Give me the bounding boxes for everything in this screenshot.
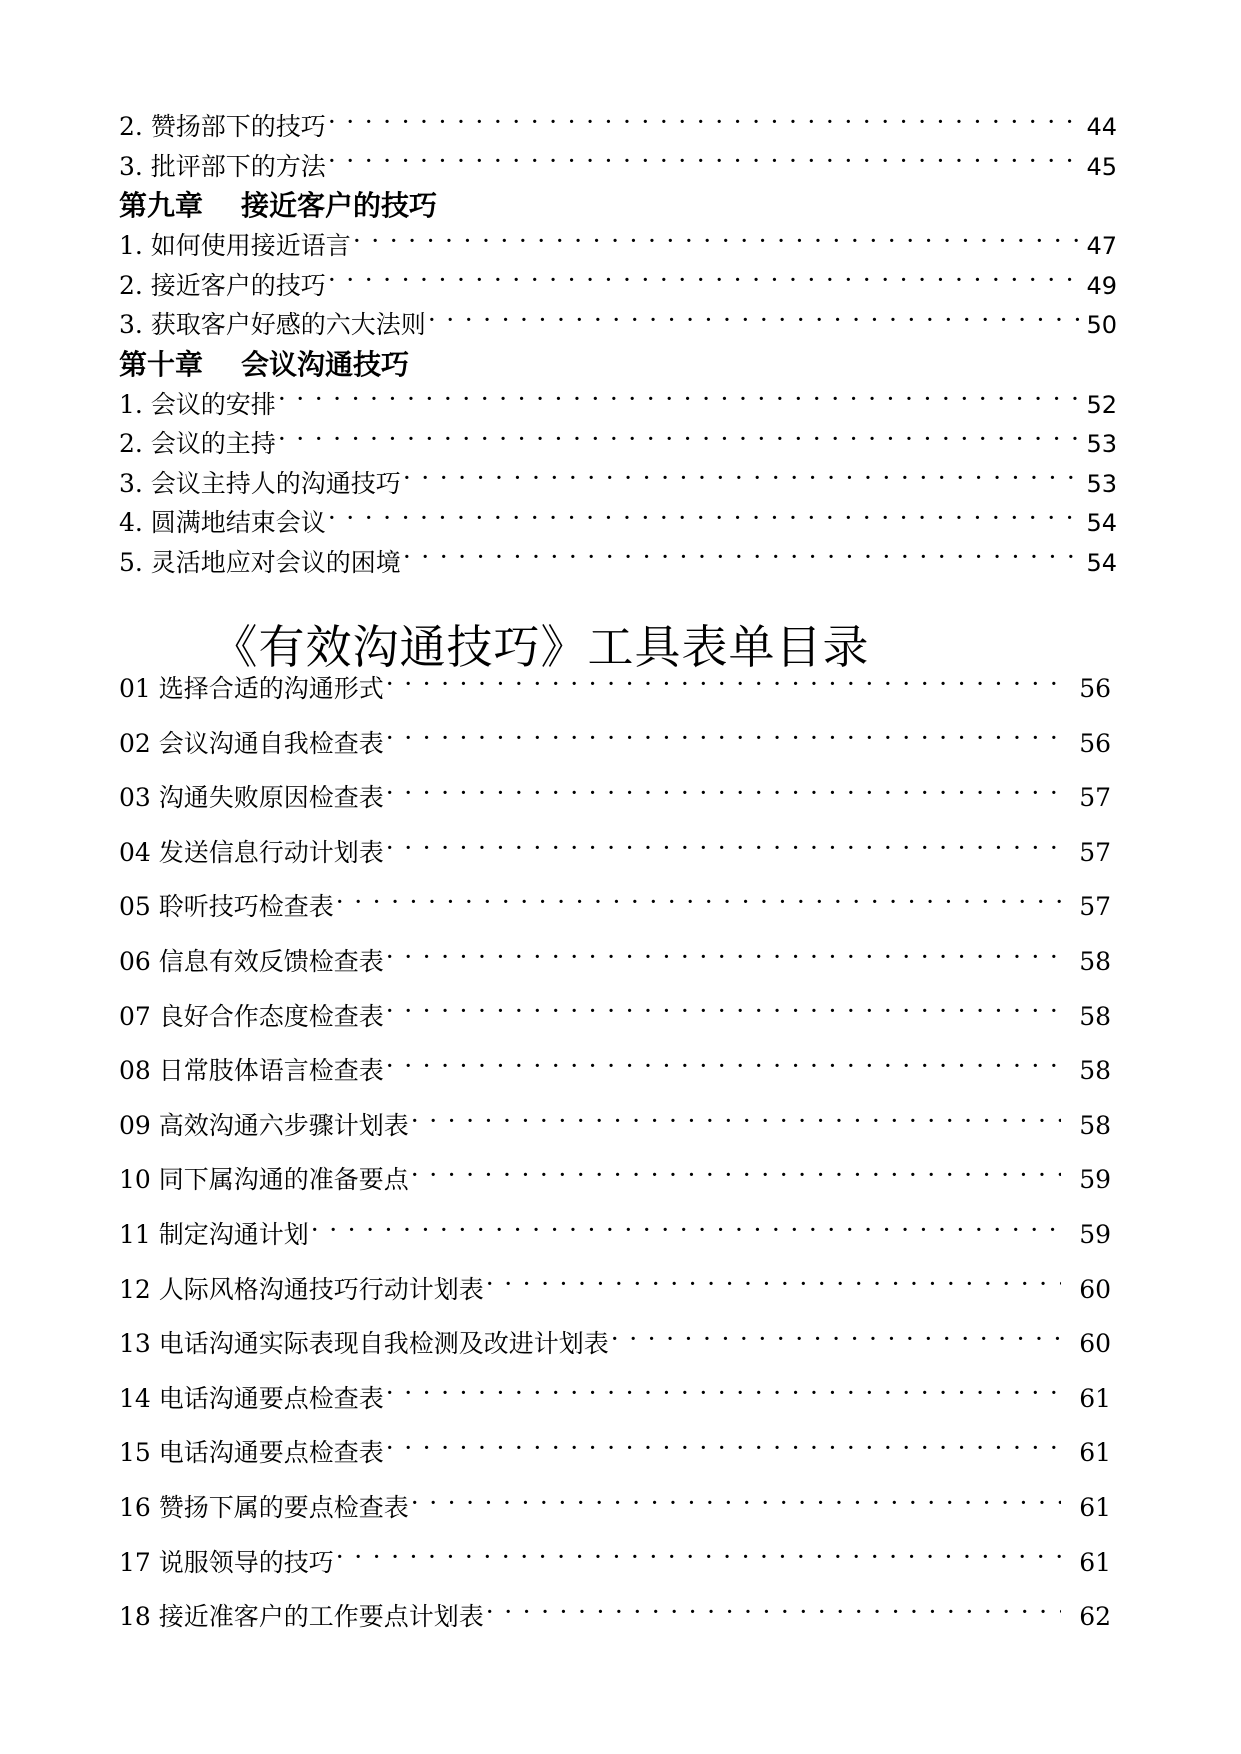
- tool-entry-page: 59: [1079, 1165, 1111, 1195]
- tool-entry[interactable]: [119, 717, 1111, 772]
- toc-entry-title: 1. 如何使用接近语言: [119, 231, 351, 260]
- toc-entry[interactable]: [119, 305, 1117, 345]
- toc-entry-page: 54: [1086, 509, 1117, 537]
- tool-entry-page: 58: [1079, 1001, 1111, 1031]
- tool-entry[interactable]: [119, 990, 1111, 1045]
- tool-entry-page: 61: [1079, 1492, 1111, 1522]
- toc-entry-title: 2. 接近客户的技巧: [119, 270, 326, 300]
- tool-entry-page: 59: [1079, 1219, 1111, 1249]
- tool-entry[interactable]: [119, 1481, 1111, 1536]
- dot-leader: [428, 308, 1085, 333]
- dot-leader: [386, 1382, 1061, 1407]
- chapter-title: 会议沟通技巧: [241, 347, 410, 381]
- tool-entry[interactable]: [119, 880, 1111, 935]
- toc-entry-page: 45: [1086, 152, 1117, 181]
- dot-leader: [611, 1327, 1061, 1352]
- tool-entry-title: 16 赞扬下属的要点检查表: [119, 1492, 409, 1522]
- dot-leader: [386, 836, 1061, 861]
- dot-leader: [386, 945, 1061, 970]
- tool-entry-page: 60: [1079, 1274, 1111, 1304]
- tool-entry-page: 61: [1079, 1383, 1111, 1413]
- dot-leader: [386, 1436, 1061, 1461]
- toc-entry[interactable]: [119, 147, 1117, 187]
- tool-entry-title: 12 人际风格沟通技巧行动计划表: [119, 1274, 484, 1304]
- dot-leader: [403, 546, 1085, 571]
- tool-entry-page: 57: [1079, 892, 1111, 922]
- toc-entry-page: 54: [1086, 548, 1117, 577]
- toc-entry[interactable]: [119, 385, 1117, 425]
- tool-entry-title: 17 说服领导的技巧: [119, 1547, 334, 1577]
- dot-leader: [411, 1109, 1061, 1134]
- toc-entry-title: 5. 灵活地应对会议的困境: [119, 547, 401, 577]
- chapter-heading: [119, 186, 1117, 226]
- chapter-number: 第九章: [119, 189, 204, 222]
- chapter-title: 接近客户的技巧: [241, 189, 438, 222]
- toc-entry-title: 2. 会议的主持: [119, 429, 276, 458]
- tool-entry-page: 58: [1079, 1110, 1111, 1140]
- toc-entry-title: 2. 赞扬部下的技巧: [119, 112, 326, 141]
- toc-entry[interactable]: [119, 424, 1117, 464]
- toc-entry-title: 3. 批评部下的方法: [119, 151, 326, 181]
- tool-entry-page: 61: [1079, 1438, 1111, 1468]
- toc-entry-page: 49: [1086, 271, 1117, 300]
- tool-entry-page: 57: [1079, 783, 1111, 813]
- tool-entry-title: 07 良好合作态度检查表: [119, 1001, 384, 1031]
- tool-entry[interactable]: [119, 662, 1111, 717]
- tool-entry[interactable]: [119, 1099, 1111, 1154]
- dot-leader: [328, 110, 1085, 135]
- tool-entry[interactable]: [119, 935, 1111, 990]
- tool-entry-page: 62: [1079, 1602, 1111, 1632]
- dot-leader: [278, 427, 1085, 452]
- tool-entry-title: 13 电话沟通实际表现自我检测及改进计划表: [119, 1329, 609, 1359]
- tool-entry[interactable]: [119, 1372, 1111, 1427]
- tool-entry[interactable]: [119, 771, 1111, 826]
- tool-entry-page: 56: [1079, 674, 1111, 703]
- dot-leader: [386, 781, 1061, 806]
- dot-leader: [486, 1273, 1061, 1298]
- section-title: 《有效沟通技巧》工具表单目录: [211, 619, 870, 674]
- dot-leader: [328, 150, 1085, 175]
- tool-entry-title: 01 选择合适的沟通形式: [119, 674, 384, 703]
- chapter-number: 第十章: [119, 347, 204, 381]
- tool-entry-title: 09 高效沟通六步骤计划表: [119, 1110, 409, 1140]
- tool-entry[interactable]: [119, 1153, 1111, 1208]
- tool-entry[interactable]: [119, 1263, 1111, 1318]
- toc-entry-page: 53: [1086, 469, 1117, 498]
- tool-entry[interactable]: [119, 1317, 1111, 1372]
- dot-leader: [353, 229, 1085, 254]
- toc-entry[interactable]: [119, 503, 1117, 543]
- dot-leader: [328, 269, 1085, 294]
- toc-entry-title: 3. 会议主持人的沟通技巧: [119, 468, 401, 498]
- tool-entry-page: 58: [1079, 946, 1111, 976]
- toc-entry-page: 44: [1086, 113, 1117, 141]
- dot-leader: [336, 1546, 1061, 1571]
- dot-leader: [386, 1000, 1061, 1025]
- toc-entry-title: 4. 圆满地结束会议: [119, 508, 326, 537]
- toc-entry-page: 53: [1086, 430, 1117, 458]
- dot-leader: [486, 1600, 1061, 1625]
- toc-entry[interactable]: [119, 107, 1117, 147]
- dot-leader: [328, 506, 1085, 531]
- tool-entry-title: 06 信息有效反馈检查表: [119, 946, 384, 976]
- dot-leader: [386, 1054, 1061, 1079]
- tools-list: [119, 662, 1111, 1645]
- tool-entry-title: 18 接近准客户的工作要点计划表: [119, 1602, 484, 1632]
- tool-entry[interactable]: [119, 1536, 1111, 1591]
- tool-entry-title: 03 沟通失败原因检查表: [119, 783, 384, 813]
- dot-leader: [278, 388, 1085, 413]
- tool-entry-title: 08 日常肢体语言检查表: [119, 1056, 384, 1086]
- toc-entry-title: 3. 获取客户好感的六大法则: [119, 310, 426, 339]
- dot-leader: [336, 890, 1061, 915]
- toc-entry-page: 50: [1086, 311, 1117, 339]
- dot-leader: [411, 1163, 1061, 1188]
- toc-entry-page: 47: [1086, 232, 1117, 260]
- dot-leader: [386, 672, 1061, 697]
- tool-entry-title: 15 电话沟通要点检查表: [119, 1438, 384, 1468]
- toc-entry[interactable]: [119, 543, 1117, 583]
- tool-entry[interactable]: [119, 1208, 1111, 1263]
- tool-entry-page: 61: [1079, 1547, 1111, 1577]
- dot-leader: [311, 1218, 1061, 1243]
- tool-entry-title: 14 电话沟通要点检查表: [119, 1383, 384, 1413]
- tool-entry-page: 57: [1079, 837, 1111, 867]
- tool-entry[interactable]: [119, 1426, 1111, 1481]
- tool-entry-title: 10 同下属沟通的准备要点: [119, 1165, 409, 1195]
- toc-entry-title: 1. 会议的安排: [119, 389, 276, 419]
- toc-entry-page: 52: [1086, 390, 1117, 419]
- tool-entry-page: 58: [1079, 1056, 1111, 1086]
- chapter-heading: [119, 345, 1117, 385]
- toc-entry[interactable]: [119, 464, 1117, 504]
- tool-entry-page: 60: [1079, 1329, 1111, 1359]
- toc-entry[interactable]: [119, 266, 1117, 306]
- tool-entry-page: 56: [1079, 728, 1111, 758]
- dot-leader: [411, 1491, 1061, 1516]
- tool-entry[interactable]: [119, 826, 1111, 881]
- tool-entry[interactable]: [119, 1590, 1111, 1645]
- tool-entry-title: 11 制定沟通计划: [119, 1219, 309, 1249]
- tool-entry-title: 04 发送信息行动计划表: [119, 837, 384, 867]
- dot-leader: [386, 727, 1061, 752]
- toc-entry[interactable]: [119, 226, 1117, 266]
- tool-entry-title: 05 聆听技巧检查表: [119, 892, 334, 922]
- dot-leader: [403, 467, 1085, 492]
- tool-entry-title: 02 会议沟通自我检查表: [119, 728, 384, 758]
- table-of-contents: [119, 107, 1117, 582]
- tool-entry[interactable]: [119, 1044, 1111, 1099]
